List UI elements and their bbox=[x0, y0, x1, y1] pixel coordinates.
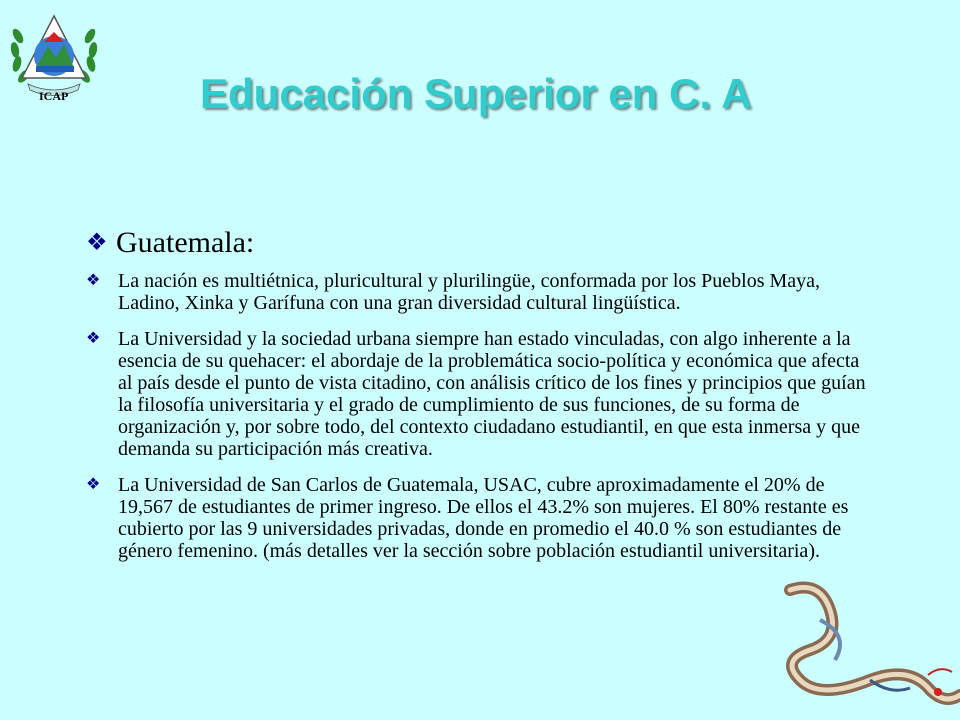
diamond-bullet-icon: ❖ bbox=[86, 330, 101, 347]
list-item-text: La nación es multiétnica, pluricultural y plurilingüe, conformada por los Pueblos Maya, Ladino, Xinka y Garífuna con una gran diversidad cultural lingüística. bbox=[118, 270, 821, 314]
section-heading bbox=[86, 226, 876, 260]
heading-text: Guatemala: bbox=[116, 226, 255, 259]
slide-content bbox=[86, 226, 876, 576]
list-item-text: La Universidad y la sociedad urbana siempre han estado vinculadas, con algo inherente a la esencia de su quehacer: el abordaje de la problemática socio-política y económica que afecta al país desde el punto de vista citadino, con análisis crítico de los fines y principios que guían la filosofía universitaria y el grado de cumplimiento de sus funciones, de su forma de organización y, por sobre todo, del contexto ciudadano estudiantil, en que esta inmersa y que demanda su participación más creativa. bbox=[118, 328, 866, 460]
logo-caption: ICAP bbox=[39, 89, 69, 103]
list-item bbox=[86, 474, 876, 562]
diamond-bullet-icon: ❖ bbox=[86, 230, 108, 256]
icap-logo-icon bbox=[8, 6, 100, 102]
list-item bbox=[86, 270, 876, 314]
list-item bbox=[86, 328, 876, 460]
list-item-text: La Universidad de San Carlos de Guatemala, USAC, cubre aproximadamente el 20% de 19,567 de estudiantes de primer ingreso. De ellos el 43.2% son mujeres. El 80% restante es cubierto por las 9 universidades privadas, donde en promedio el 40.0 % son estudiantes de género femenino. (más detalles ver la sección sobre población estudiantil universitaria). bbox=[118, 474, 849, 562]
slide-title: Educación Superior en C. A bbox=[200, 70, 752, 117]
diamond-bullet-icon: ❖ bbox=[86, 272, 101, 289]
ribbon-decoration-icon bbox=[760, 580, 960, 720]
diamond-bullet-icon: ❖ bbox=[86, 476, 101, 493]
